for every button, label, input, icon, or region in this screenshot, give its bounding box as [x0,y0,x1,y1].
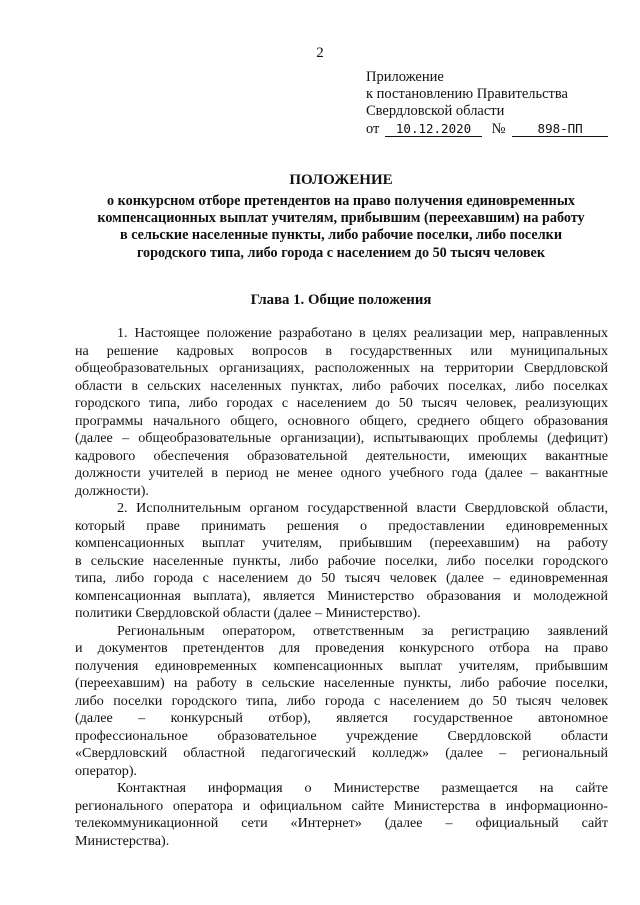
paragraph-line: программы начального общего, основного общего, среднего общего образования [75,412,608,429]
subtitle-line: компенсационных выплат учителям, прибывшим (переехавшим) на работу [97,210,585,227]
document-body [75,325,608,850]
resolution-date: 10.12.2020 [385,121,482,137]
paragraph-line: политики Свердловской области (далее – Министерство). [75,605,421,621]
paragraph-line: «Свердловский областной педагогический колледж» (далее – региональный [75,745,608,761]
subtitle-line: о конкурсном отборе претендентов на право получения единовременных [106,193,576,209]
paragraph-line: получения единовременных компенсационных выплат учителям, прибывшим [75,657,608,674]
paragraph-line: который праве принимать решения о предоставлении единовременных [75,517,608,534]
paragraph-line: Контактная информация о Министерстве размещается на сайте [117,780,608,796]
paragraph-line: телекоммуникационной сети «Интернет» (далее – официальный сайт [75,815,608,831]
paragraph-line: либо поселки городского типа, либо города с населением до 50 тысяч человек [75,692,608,709]
paragraph-line: должности). [75,482,149,499]
paragraph-line: в сельские населенные пункты, либо рабочие поселки, либо поселки городского [75,552,608,569]
date-prefix: от [366,120,380,137]
paragraph-3 [75,623,608,781]
paragraph-1 [75,325,608,500]
paragraph-line: оператор). [75,762,138,779]
paragraph-line: области в сельских населенных пунктах, либо рабочих поселках, либо поселках [75,377,608,394]
paragraph-line: и документов претендентов для проведения конкурсного отбора на право [75,640,608,656]
paragraph-line: кадрового обеспечения образовательной деятельности, имеющих вакантные [75,447,608,464]
paragraph-line: (далее – общеобразовательные организации), испытывающих проблемы (дефицит) [75,430,608,446]
chapter-heading: Глава 1. Общие положения [250,292,432,308]
number-prefix: № [491,120,506,137]
document-title: ПОЛОЖЕНИЕ [289,172,393,188]
paragraph-2 [75,500,608,623]
paragraph-line: городского типа, либо городах с населением до 50 тысяч человек, реализующих [75,395,608,411]
paragraph-line: должности учителей в период не менее одного учебного года (далее – вакантные [75,465,608,481]
paragraph-line: типа, либо города с населением до 50 тысяч человек (далее – единовременная [75,570,608,586]
paragraph-line: профессиональное образовательное учреждение Свердловской области [75,727,608,744]
subtitle-line: городского типа, либо города с населением до 50 тысяч человек [136,244,546,261]
paragraph-line: общеобразовательных организациях, расположенных на территории Свердловской [75,360,608,376]
paragraph-line: компенсационных выплат учителям, прибывшим (переехавшим) на работу [75,535,608,551]
paragraph-line: Региональным оператором, ответственным за регистрацию заявлений [117,622,608,639]
appendix-line: Свердловской области [366,103,505,120]
paragraph-line: (переехавшим) на работу в сельские населенные пункты, либо рабочие поселки, [75,675,608,691]
paragraph-line: (далее – конкурсный отбор), является государственное автономное [75,710,608,726]
resolution-number: 898-ПП [512,121,608,137]
appendix-line: Приложение [366,69,444,85]
appendix-block [366,69,626,138]
paragraph-line: Министерства). [75,832,170,849]
subtitle-line: в сельские населенные пункты, либо рабочие поселки, либо поселки [119,227,563,244]
resolution-date-number [366,121,626,138]
document-subtitle [60,193,622,262]
paragraph-line: 2. Исполнительным органом государственной власти Свердловской области, [117,500,608,516]
page-number: 2 [316,45,324,61]
paragraph-line: 1. Настоящее положение разработано в целях реализации мер, направленных [117,325,608,341]
paragraph-line: на решение кадровых вопросов в государственных или муниципальных [75,342,608,359]
paragraph-line: регионального оператора и официальном сайте Министерства в информационно- [75,797,608,814]
paragraph-line: компенсационная выплата), является Министерство образования и молодежной [75,587,608,604]
appendix-line: к постановлению Правительства [366,86,568,103]
paragraph-4 [75,780,608,850]
